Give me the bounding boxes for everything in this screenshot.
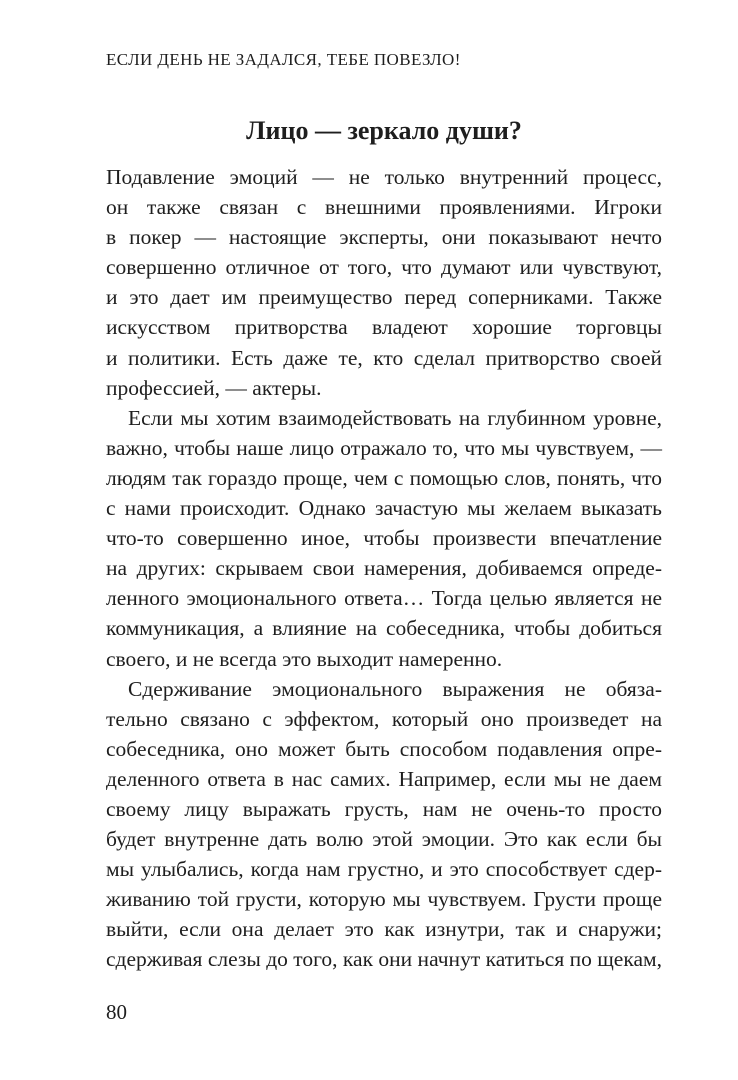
body-line: своего, и не всегда это выходит намеренно. bbox=[106, 646, 503, 671]
body-line: коммуникация, а влияние на собеседника, чтобы добиться bbox=[106, 616, 662, 641]
body-line: Подавление эмоций — не только внутренний процесс, bbox=[106, 165, 662, 189]
body-line: ленного эмоционального ответа… Тогда целью является не bbox=[106, 586, 662, 611]
section-title: Лицо — зеркало души? bbox=[246, 116, 522, 145]
body-line: сдерживая слезы до того, как они начнут катиться по щекам, bbox=[106, 947, 662, 972]
body-line: будет внутренне дать волю этой эмоции. Это как если бы bbox=[106, 827, 662, 852]
body-line: Сдерживание эмоционального выражения не обяза- bbox=[128, 676, 662, 701]
body-line: тельно связано с эффектом, который оно произведет на bbox=[106, 706, 662, 731]
body-line: своему лицу выражать грусть, нам не очень-то просто bbox=[106, 796, 662, 821]
body-line: на других: скрываем свои намерения, добиваемся опреде- bbox=[106, 556, 662, 581]
body-line: мы улыбались, когда нам грустно, и это способствует сдер- bbox=[106, 857, 662, 882]
body-line: с нами происходит. Однако зачастую мы желаем выказать bbox=[106, 496, 662, 521]
body-line: и политики. Есть даже те, кто сделал притворство своей bbox=[106, 345, 662, 370]
body-line: людям так гораздо проще, чем с помощью слов, понять, что bbox=[106, 465, 662, 490]
body-line: собеседника, оно может быть способом подавления опре- bbox=[106, 736, 662, 761]
body-line: совершенно отличное от того, что думают или чувствуют, bbox=[106, 255, 662, 280]
body-line: что-то совершенно иное, чтобы произвести впечатление bbox=[106, 526, 662, 551]
body-line: в покер — настоящие эксперты, они показывают нечто bbox=[106, 225, 662, 250]
body-line: он также связан с внешними проявлениями. Игроки bbox=[106, 195, 662, 220]
body-line: и это дает им преимущество перед соперниками. Также bbox=[106, 285, 662, 310]
body-line: искусством притворства владеют хорошие торговцы bbox=[106, 315, 662, 340]
body-line: живанию той грусти, которую мы чувствуем. Грусти проще bbox=[106, 887, 662, 912]
body-line: профессией, — актеры. bbox=[106, 375, 322, 400]
running-head: ЕСЛИ ДЕНЬ НЕ ЗАДАЛСЯ, ТЕБЕ ПОВЕЗЛО! bbox=[106, 50, 461, 69]
page-number: 80 bbox=[106, 1000, 127, 1024]
body-line: важно, чтобы наше лицо отражало то, что мы чувствуем, — bbox=[106, 435, 662, 460]
body-line: деленного ответа в нас самих. Например, если мы не даем bbox=[106, 766, 662, 791]
body-text bbox=[106, 162, 662, 975]
body-line: Если мы хотим взаимодействовать на глубинном уровне, bbox=[128, 405, 662, 430]
body-line: выйти, если она делает это как изнутри, так и снаружи; bbox=[106, 917, 662, 942]
